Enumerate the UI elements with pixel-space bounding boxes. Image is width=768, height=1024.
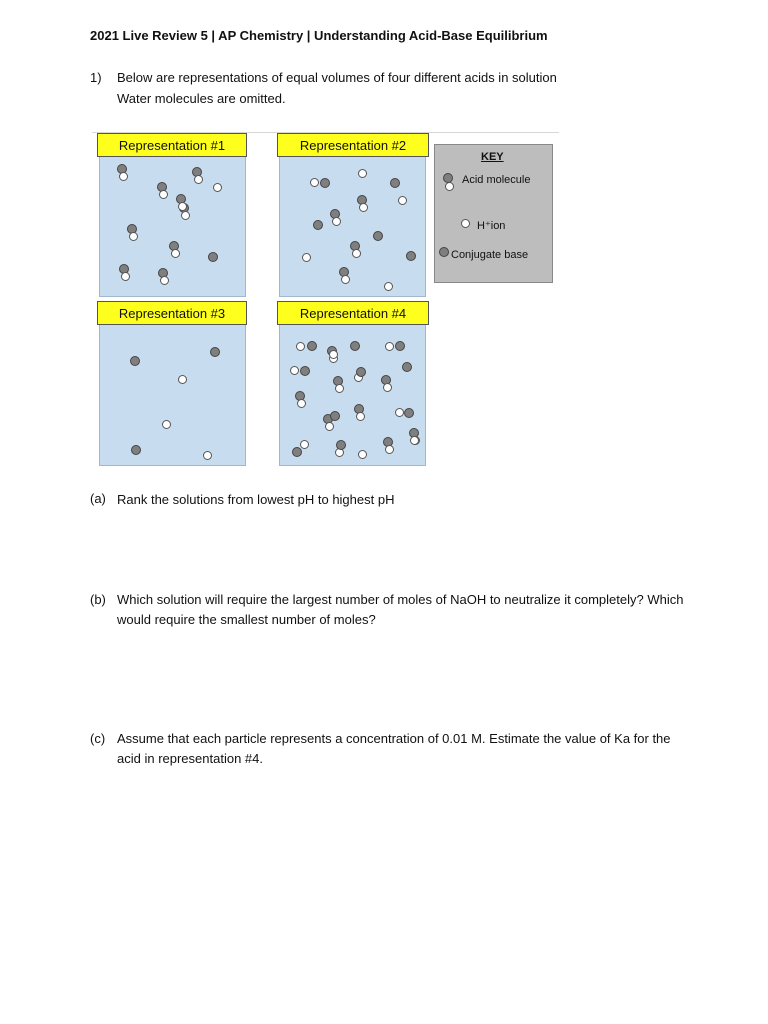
rep4-acid-molecule-h	[325, 422, 334, 431]
rep2-conjugate-base	[390, 178, 400, 188]
rep3-conjugate-base	[130, 356, 140, 366]
representation-4-label: Representation #4	[277, 301, 429, 325]
rep1-h-ion	[213, 183, 222, 192]
rep4-conjugate-base	[356, 367, 366, 377]
rep4-conjugate-base	[402, 362, 412, 372]
key-title: KEY	[481, 151, 504, 163]
rep4-conjugate-base	[307, 341, 317, 351]
rep2-conjugate-base	[320, 178, 330, 188]
rep1-acid-molecule-h	[160, 276, 169, 285]
rep3-h-ion	[203, 451, 212, 460]
rep4-acid-molecule-h	[385, 445, 394, 454]
rep4-h-ion	[358, 450, 367, 459]
part-c-text: Assume that each particle represents a concentration of 0.01 M. Estimate the value of Ka for the acid in representation #4.	[117, 731, 671, 766]
rep1-acid-molecule-h	[181, 211, 190, 220]
part-b-text: Which solution will require the largest number of moles of NaOH to neutralize it completely? Which would require the smallest number of moles?	[117, 592, 684, 627]
rep4-h-ion	[395, 408, 404, 417]
part-c-label: (c)	[90, 731, 106, 746]
rep3-conjugate-base	[210, 347, 220, 357]
rep2-conjugate-base	[313, 220, 323, 230]
rep1-acid-molecule-h	[178, 202, 187, 211]
rep1-acid-molecule-h	[194, 175, 203, 184]
rep3-h-ion	[162, 420, 171, 429]
representation-2-box	[279, 154, 426, 297]
question-1-line-2: Water molecules are omitted.	[117, 91, 286, 106]
question-1-number: 1)	[90, 70, 102, 85]
rep2-h-ion	[398, 196, 407, 205]
conjugate-base-icon	[439, 247, 449, 257]
rep1-acid-molecule-h	[129, 232, 138, 241]
representation-3-label: Representation #3	[97, 301, 247, 325]
rep4-acid-molecule-h	[383, 383, 392, 392]
page-title: 2021 Live Review 5 | AP Chemistry | Understanding Acid-Base Equilibrium	[90, 28, 548, 43]
part-a-text: Rank the solutions from lowest pH to highest pH	[117, 492, 395, 507]
rep4-conjugate-base	[330, 411, 340, 421]
rep1-acid-molecule-h	[121, 272, 130, 281]
rep4-conjugate-base	[292, 447, 302, 457]
rep1-conjugate-base	[208, 252, 218, 262]
rep2-acid-molecule-h	[359, 203, 368, 212]
rep1-acid-molecule-h	[159, 190, 168, 199]
rep4-h-ion	[296, 342, 305, 351]
question-1-line-1: Below are representations of equal volumes of four different acids in solution	[117, 70, 557, 85]
part-b-label: (b)	[90, 592, 106, 607]
rep3-h-ion	[178, 375, 187, 384]
rep2-conjugate-base	[406, 251, 416, 261]
rep4-h-ion	[290, 366, 299, 375]
part-a-label: (a)	[90, 491, 106, 506]
rep4-conjugate-base	[404, 408, 414, 418]
representation-3-box	[99, 323, 246, 466]
rep2-h-ion	[358, 169, 367, 178]
representation-1-label: Representation #1	[97, 133, 247, 157]
representation-2-label: Representation #2	[277, 133, 429, 157]
key-acid-label: Acid molecule	[462, 174, 531, 186]
rep2-acid-molecule-h	[352, 249, 361, 258]
rep2-h-ion	[310, 178, 319, 187]
rep4-conjugate-base	[300, 366, 310, 376]
rep4-conjugate-base	[395, 341, 405, 351]
rep4-h-ion	[300, 440, 309, 449]
rep4-h-ion	[329, 350, 338, 359]
rep4-acid-molecule-h	[297, 399, 306, 408]
rep4-h-ion	[410, 436, 419, 445]
key-legend	[434, 144, 553, 283]
rep1-acid-molecule-h	[119, 172, 128, 181]
rep4-acid-molecule-h	[356, 412, 365, 421]
rep2-acid-molecule-h	[332, 217, 341, 226]
rep2-h-ion	[384, 282, 393, 291]
rep4-h-ion	[385, 342, 394, 351]
rep2-conjugate-base	[373, 231, 383, 241]
rep2-h-ion	[302, 253, 311, 262]
h-ion-icon	[461, 219, 470, 228]
rep3-conjugate-base	[131, 445, 141, 455]
rep2-acid-molecule-h	[341, 275, 350, 284]
rep4-conjugate-base	[350, 341, 360, 351]
rep4-conjugate-base	[336, 440, 346, 450]
key-conjugate-label: Conjugate base	[451, 249, 529, 261]
rep1-acid-molecule-h	[171, 249, 180, 258]
key-h-ion-label: H⁺ion	[477, 220, 506, 232]
acid-molecule-icon-h	[445, 182, 454, 191]
rep4-acid-molecule-h	[335, 384, 344, 393]
